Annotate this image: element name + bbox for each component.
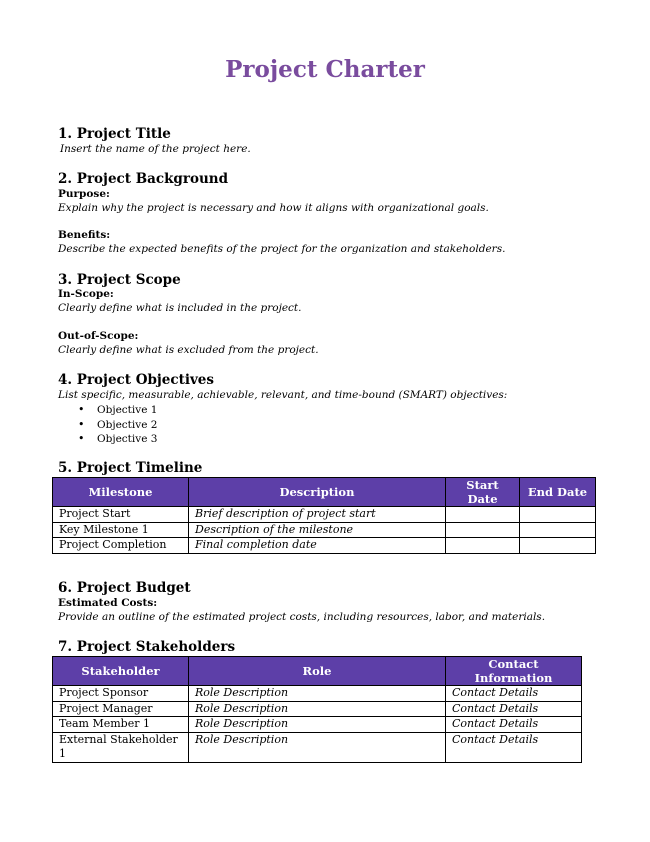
section-heading-project-budget: 6. Project Budget — [58, 580, 191, 596]
column-header: End Date — [520, 478, 596, 507]
column-header: Milestone — [53, 478, 189, 507]
section-heading-project-scope: 3. Project Scope — [58, 272, 181, 288]
table-row — [53, 686, 582, 702]
out-of-scope-label: Out-of-Scope: — [58, 330, 139, 342]
benefits-label: Benefits: — [58, 229, 111, 241]
table-cell: Project Sponsor — [53, 686, 189, 702]
column-header: Description — [189, 478, 446, 507]
table-header-row — [53, 657, 582, 686]
table-cell: Role Description — [189, 701, 446, 717]
purpose-label: Purpose: — [58, 188, 110, 200]
table-row — [53, 522, 596, 538]
table-cell: Contact Details — [446, 732, 582, 762]
benefits-description: Describe the expected benefits of the project for the organization and stakeholders. — [58, 243, 506, 255]
table-cell: Contact Details — [446, 701, 582, 717]
column-header: Stakeholder — [53, 657, 189, 686]
table-cell: Contact Details — [446, 686, 582, 702]
table-cell: Brief description of project start — [189, 507, 446, 523]
column-header: Start Date — [446, 478, 520, 507]
table-cell: Role Description — [189, 686, 446, 702]
estimated-costs-label: Estimated Costs: — [58, 597, 158, 609]
table-cell: Project Manager — [53, 701, 189, 717]
timeline-table — [52, 477, 596, 554]
stakeholders-table — [52, 656, 582, 763]
table-cell — [520, 522, 596, 538]
section-heading-project-timeline: 5. Project Timeline — [58, 460, 203, 476]
table-cell: Contact Details — [446, 717, 582, 733]
objectives-description: List specific, measurable, achievable, relevant, and time-bound (SMART) objectives: — [58, 389, 508, 401]
column-header: Role — [189, 657, 446, 686]
table-cell — [446, 522, 520, 538]
list-item: • Objective 3 — [78, 432, 157, 447]
section-heading-project-background: 2. Project Background — [58, 171, 229, 187]
column-header: Contact Information — [446, 657, 582, 686]
list-item: • Objective 2 — [78, 418, 157, 433]
table-cell — [446, 507, 520, 523]
section-heading-project-objectives: 4. Project Objectives — [58, 372, 214, 388]
table-row — [53, 717, 582, 733]
table-cell: Team Member 1 — [53, 717, 189, 733]
table-cell — [520, 507, 596, 523]
table-row — [53, 507, 596, 523]
purpose-description: Explain why the project is necessary and how it aligns with organizational goals. — [58, 202, 489, 214]
budget-description: Provide an outline of the estimated project costs, including resources, labor, and materials. — [58, 611, 546, 623]
table-cell: Project Start — [53, 507, 189, 523]
table-cell: Role Description — [189, 732, 446, 762]
table-cell — [446, 538, 520, 554]
table-cell: Key Milestone 1 — [53, 522, 189, 538]
out-of-scope-description: Clearly define what is excluded from the project. — [58, 344, 319, 356]
table-cell — [520, 538, 596, 554]
table-cell: Project Completion — [53, 538, 189, 554]
table-row — [53, 538, 596, 554]
section-heading-project-stakeholders: 7. Project Stakeholders — [58, 639, 236, 655]
table-cell: Final completion date — [189, 538, 446, 554]
table-cell: Description of the milestone — [189, 522, 446, 538]
table-row — [53, 701, 582, 717]
in-scope-description: Clearly define what is included in the project. — [58, 302, 302, 314]
table-row — [53, 732, 582, 762]
project-title-description: Insert the name of the project here. — [60, 143, 251, 155]
table-cell: Role Description — [189, 717, 446, 733]
table-cell: External Stakeholder 1 — [53, 732, 189, 762]
table-header-row — [53, 478, 596, 507]
section-heading-project-title: 1. Project Title — [58, 126, 171, 142]
page-title: Project Charter — [225, 56, 425, 83]
list-item: • Objective 1 — [78, 403, 157, 418]
in-scope-label: In-Scope: — [58, 288, 114, 300]
objectives-list — [78, 403, 157, 447]
